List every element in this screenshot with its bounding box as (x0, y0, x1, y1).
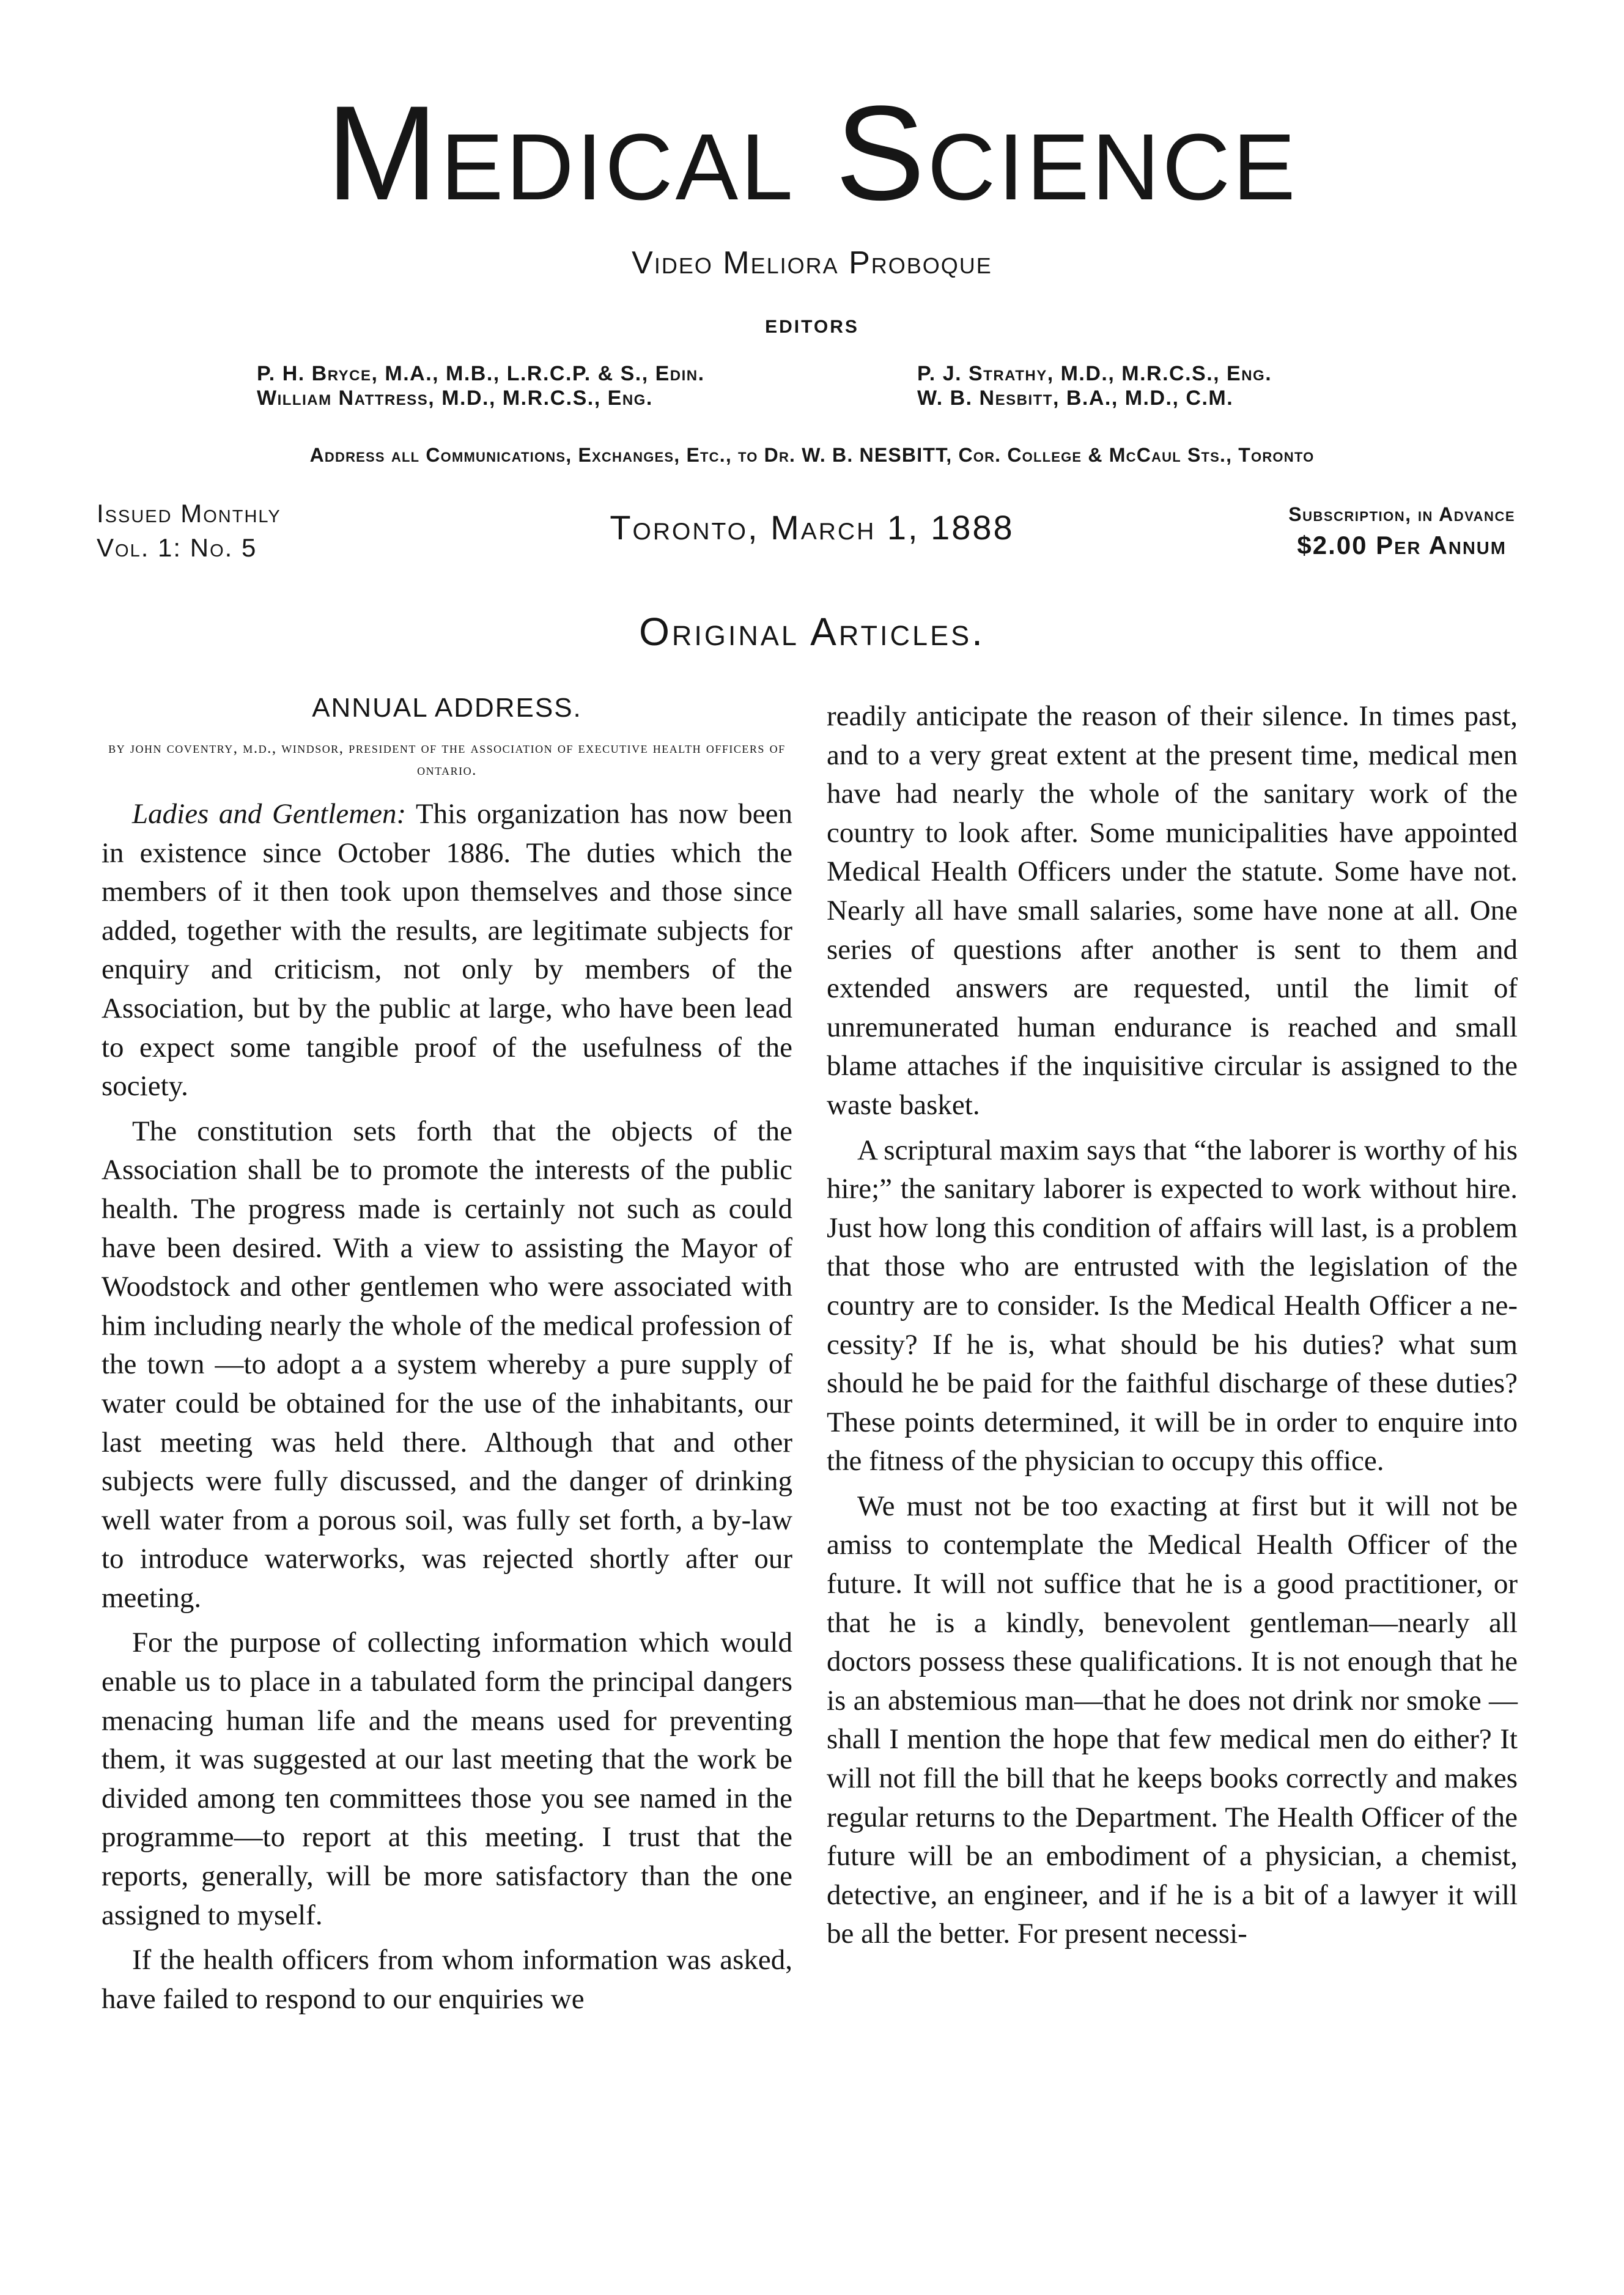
article-column-right (827, 697, 1518, 1954)
article-paragraph: We must not be too exacting at first but it will not be amiss to contemplate the Medical Health Officer of the future. It will not suffice that he is a good practitioner, or that he is a kindly, benevolent gentleman—nearly all doctors possess these qualifications. It is not enough that he is an abstemious man—that he does not drink nor smoke —shall I mention the hope that few medical men do either? It will not fill the bill that he keeps books correctly and makes regular returns to the Department. The Health Officer of the future will be an embodiment of a physician, a chemist, detective, an engineer, and if he is a bit of a lawyer it will be all the better. For present necessi- (827, 1490, 1518, 1950)
article-paragraph: For the purpose of collecting information which would enable us to place in a tabulated form the principal dangers menacing human life and the means used for preventing them, it was suggested at our last meeting that the work be divided among ten committees those you see named in the programme—to report at this meeting. I trust that the reports, generally, will be more satisfactory than the one assigned to myself. (102, 1627, 792, 1931)
article-paragraph: A scriptural maxim says that “the laborer is worthy of his hire;” the sanitary laborer is expected to work without hire. Just how long this condition of affairs will last, is a problem that those who are entrusted with the legislation of the country are to consider. Is the Medical Health Officer a necessity? If he is, what should be his duties? what sum should he be paid for the faithful discharge of these duties? These points determined, it will be in order to enquire into the fitness of the physician to occupy this office. (827, 1134, 1518, 1477)
masthead-title: Medical Science (326, 78, 1298, 228)
editor-bryce: P. H. Bryce, M.A., M.B., L.R.C.P. & S., Edin. (257, 362, 705, 385)
subscription-label: Subscription, in Advance (1288, 503, 1515, 525)
article-column-left (102, 690, 792, 2019)
editors-heading: EDITORS (765, 317, 859, 337)
dateline: Toronto, March 1, 1888 (610, 508, 1014, 547)
article-salutation: Ladies and Gentlemen: (132, 798, 407, 830)
issue-volume: Vol. 1: No. 5 (97, 533, 257, 562)
article-paragraph (102, 795, 792, 1106)
masthead-motto: Video Meliora Proboque (632, 245, 992, 281)
article-paragraph: readily anticipate the reason of their silence. In times past, and to a very great extent at the present time, medical men have had nearly the whole of the sanitary work of the country to look after. Some municipalities have appointed Medical Health Officers under the statute. Some have not. Nearly all have small salaries, some have none at all. One series of questions after another is sent to them and extended answers are requested, until the limit of unremunerated human endurance is reached and small blame attaches if the inquisitive circular is assigned to the waste basket. (827, 700, 1518, 1121)
editor-nattress: William Nattress, M.D., M.R.C.S., Eng. (257, 386, 653, 410)
editor-nesbitt: W. B. Nesbitt, B.A., M.D., C.M. (917, 386, 1234, 410)
paragraph-text: This organization has now been in existence since October 1886. The duties which the members of it then took upon themselves and those since added, together with the results, are legitimate subjects for enquiry and criticism, not only by members of the Association, but by the public at large, who have been lead to expect some tangible proof of the usefulness of the society. (102, 798, 792, 1103)
subscription-info (1288, 500, 1515, 563)
editor-strathy: P. J. Strathy, M.D., M.R.C.S., Eng. (917, 362, 1272, 385)
article-paragraph: The constitution sets forth that the objects of the Association shall be to promote the interests of the public health. The progress made is certainly not such as could have been desired. With a view to assisting the Mayor of Woodstock and other gentlemen who were associated with him including nearly the whole of the medical profession of the town —to adopt a a system whereby a pure supply of water could be obtained for the use of the inhabitants, our last meeting was held there. Although that and other subjects were fully discussed, and the danger of drinking well water from a porous soil, was fully set forth, a by-law to introduce waterworks, was rejected shortly after our meeting. (102, 1115, 792, 1614)
article-title: ANNUAL ADDRESS. (312, 693, 582, 723)
section-title: Original Articles. (639, 610, 985, 654)
address-line: Address all Communications, Exchanges, Etc., to Dr. W. B. NESBITT, Cor. College & McCaul Sts., Toronto (309, 444, 1315, 466)
article-paragraph: If the health officers from whom information was asked, have failed to respond to our enquiries we (102, 1944, 792, 2015)
subscription-price: $2.00 Per Annum (1297, 531, 1507, 560)
article-byline: by john coventry, m.d., windsor, president of the association of executive health officers of ontario. (108, 740, 786, 778)
issue-frequency: Issued Monthly (97, 499, 281, 528)
